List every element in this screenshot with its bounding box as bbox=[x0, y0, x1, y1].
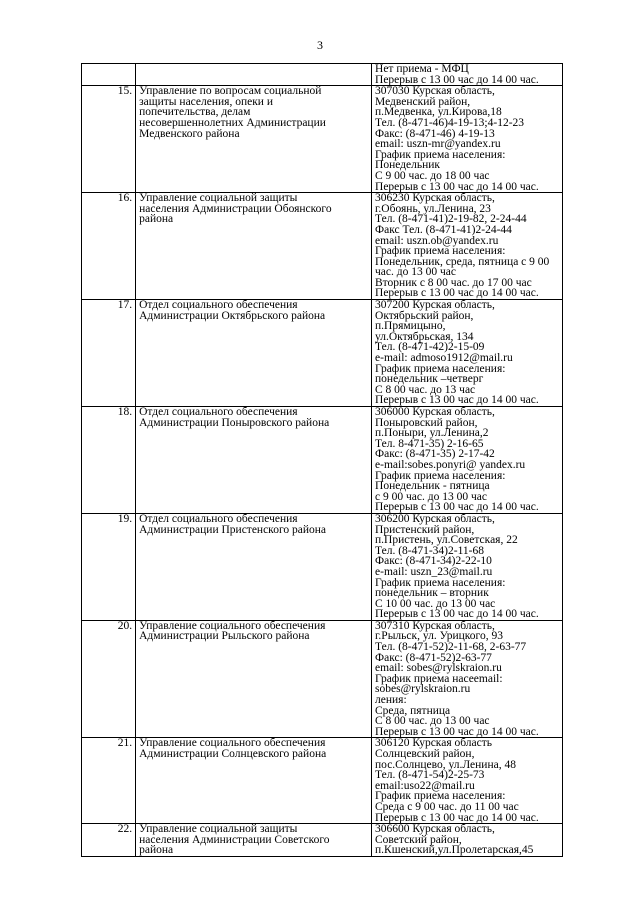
contact-info-line: e-mail:sobes.ponyri@ yandex.ru bbox=[375, 458, 526, 471]
organizations-table bbox=[81, 63, 563, 857]
contact-info-line: Советский район, bbox=[375, 833, 462, 846]
organization-name-line: несовершеннолетних Администрации bbox=[139, 116, 326, 129]
contact-info-line: График приема населения: bbox=[375, 576, 506, 589]
contact-info-line: г.Обоянь, ул.Ленина, 23 bbox=[375, 202, 491, 215]
contact-info-line: Вторник с 8 00 час. до 17 00 час bbox=[375, 276, 532, 289]
contact-info-line: 306600 Курская область, bbox=[375, 823, 495, 836]
contact-info-line: Солнцевский район, bbox=[375, 748, 475, 760]
contact-info-line: Перерыв с 13 00 час до 14 00 час. bbox=[375, 725, 539, 738]
organization-name-line: Управление социального обеспечения bbox=[139, 619, 326, 632]
contact-info-line: Факс: (8-471-34)2-22-10 bbox=[375, 555, 492, 568]
contact-info bbox=[372, 64, 563, 86]
row-number: 18. bbox=[82, 407, 136, 514]
table-row bbox=[82, 86, 563, 193]
contact-info-line: ул.Октябрьская, 134 bbox=[375, 330, 474, 343]
organization-name-line: Медвенского района bbox=[139, 127, 240, 140]
organization-name-line: Администрации Октябрьского района bbox=[139, 309, 326, 322]
contact-info-line: с 9 00 час. до 13 00 час bbox=[375, 490, 487, 503]
organization-name bbox=[136, 620, 372, 738]
organization-name-line: попечительства, делам bbox=[139, 106, 251, 119]
contact-info-line: Факс: (8-471-35) 2-17-42 bbox=[375, 448, 495, 461]
row-number: 22. bbox=[82, 824, 136, 857]
contact-info-line: Факс: (8-471-46) 4-19-13 bbox=[375, 127, 495, 140]
contact-info-line: 306230 Курская область, bbox=[375, 192, 495, 205]
row-number: 21. bbox=[82, 738, 136, 824]
contact-info bbox=[372, 824, 563, 857]
organization-name bbox=[136, 300, 372, 407]
contact-info-line: Тел. (8-471-42)2-15-09 bbox=[375, 341, 485, 354]
row-number: 16. bbox=[82, 193, 136, 300]
contact-info-line: п.Поныри, ул.Ленина,2 bbox=[375, 427, 489, 440]
contact-info-line: Факс Тел. (8-471-41)2-24-44 bbox=[375, 223, 512, 236]
contact-info-line: п.Медвенка, ул.Кирова,18 bbox=[375, 106, 502, 119]
contact-info-line: Тел. (8-471-41)2-19-82, 2-24-44 bbox=[375, 213, 527, 226]
contact-info-line: п.Кшенский,ул.Пролетарская,45 bbox=[375, 844, 534, 857]
contact-info-line: Перерыв с 13 00 час до 14 00 час. bbox=[375, 287, 539, 300]
organization-name-line: района bbox=[139, 213, 174, 226]
table-row bbox=[82, 738, 563, 824]
table-row bbox=[82, 64, 563, 86]
page-number: 3 bbox=[317, 38, 323, 52]
contact-info-line: Перерыв с 13 00 час до 14 00 час. bbox=[375, 394, 539, 407]
organization-name-line: Администрации Рыльского района bbox=[139, 630, 310, 643]
contact-info-line: Перерыв с 13 00 час до 14 00 час. bbox=[375, 608, 539, 621]
organization-name-line: Управление социальной защиты bbox=[139, 823, 298, 836]
contact-info-line: График приема населения: bbox=[375, 362, 506, 375]
contact-info bbox=[372, 738, 563, 824]
contact-info-line: понедельник –четверг bbox=[375, 373, 484, 386]
contact-info-line: Понедельник, среда, пятница с 9 00 bbox=[375, 255, 550, 268]
contact-info-line: Октябрьский район, bbox=[375, 309, 474, 322]
table-row bbox=[82, 300, 563, 407]
contact-info-line: Перерыв с 13 00 час до 14 00 час. bbox=[375, 180, 539, 193]
contact-info-line: Пристенский район, bbox=[375, 523, 475, 536]
contact-info-line: пос.Солнцево, ул.Ленина, 48 bbox=[375, 758, 516, 771]
contact-info-line: час. до 13 00 час bbox=[375, 266, 456, 279]
organization-name-line: Управление по вопросам социальной bbox=[139, 85, 322, 98]
organization-name-line: Администрации Поныровского района bbox=[139, 416, 330, 429]
contact-info-line: 306120 Курская область bbox=[375, 737, 493, 750]
contact-info-line: График приема населения: bbox=[375, 790, 506, 803]
contact-info-line: Поныровский район, bbox=[375, 416, 478, 429]
contact-info-line: С 9 00 час. до 18 00 час bbox=[375, 169, 490, 182]
contact-info-line: 307200 Курская область, bbox=[375, 299, 495, 312]
organization-name-line: района bbox=[139, 844, 174, 857]
contact-info-line: 306200 Курская область, bbox=[375, 512, 495, 525]
contact-info-line: ления: bbox=[375, 694, 407, 707]
table-row bbox=[82, 513, 563, 620]
organization-name bbox=[136, 824, 372, 857]
contact-info-line: Среда с 9 00 час. до 11 00 час bbox=[375, 800, 519, 813]
organization-name-line: Управление социальной защиты bbox=[139, 192, 298, 205]
contact-info-line: Нет приема - МФЦ bbox=[375, 63, 469, 75]
table-body bbox=[82, 64, 563, 857]
contact-info bbox=[372, 513, 563, 620]
contact-info bbox=[372, 620, 563, 738]
row-number bbox=[82, 64, 136, 86]
table-row bbox=[82, 620, 563, 738]
contact-info-line: Тел. 8-471-35) 2-16-65 bbox=[375, 437, 484, 450]
contact-info-line: e-mail: admoso1912@mail.ru bbox=[375, 352, 513, 365]
contact-info-line: 307030 Курская область, bbox=[375, 85, 495, 98]
organization-name bbox=[136, 64, 372, 86]
contact-info bbox=[372, 407, 563, 514]
contact-info-line: e-mail: uszn_23@mail.ru bbox=[375, 565, 493, 578]
organization-name bbox=[136, 738, 372, 824]
organization-name bbox=[136, 86, 372, 193]
contact-info-line: 307310 Курская область, bbox=[375, 619, 495, 632]
contact-info-line: sobes@rylskraion.ru bbox=[375, 683, 471, 696]
organization-name-line: Администрации Пристенского района bbox=[139, 523, 327, 536]
organization-name bbox=[136, 513, 372, 620]
contact-info-line: С 8 00 час. до 13 час bbox=[375, 383, 476, 396]
contact-info-line: Факс: (8-471-52)2-63-77 bbox=[375, 651, 492, 664]
contact-info-line: Тел. (8-471-46)4-19-13;4-12-23 bbox=[375, 116, 525, 129]
contact-info-line: Среда, пятница bbox=[375, 704, 451, 717]
contact-info bbox=[372, 86, 563, 193]
organization-name-line: Управление социального обеспечения bbox=[139, 737, 326, 750]
row-number: 17. bbox=[82, 300, 136, 407]
organization-name-line: защиты населения, опеки и bbox=[139, 95, 273, 108]
organization-name-line: Администрации Солнцевского района bbox=[139, 748, 327, 760]
contact-info-line: С 8 00 час. до 13 00 час bbox=[375, 715, 490, 728]
organization-name bbox=[136, 407, 372, 514]
row-number: 19. bbox=[82, 513, 136, 620]
contact-info-line: С 10 00 час. до 13 00 час bbox=[375, 597, 496, 610]
table-row bbox=[82, 193, 563, 300]
organization-name-line: Отдел социального обеспечения bbox=[139, 299, 298, 312]
contact-info-line: Тел. (8-471-34)2-11-68 bbox=[375, 544, 484, 557]
contact-info-line: email: uszn.ob@yandex.ru bbox=[375, 234, 499, 247]
contact-info-line: г.Рыльск, ул. Урицкого, 93 bbox=[375, 630, 503, 643]
contact-info-line: п.Пристень, ул.Советская, 22 bbox=[375, 534, 518, 547]
contact-info-line: График приема насеemail: bbox=[375, 672, 503, 685]
contact-info-line: График приема населения: bbox=[375, 245, 506, 258]
organization-name-line: населения Администрации Советского bbox=[139, 833, 330, 846]
contact-info-line: 306000 Курская область, bbox=[375, 406, 495, 418]
contact-info-line: Перерыв с 13 00 час до 14 00 час. bbox=[375, 811, 539, 824]
contact-info-line: Перерыв с 13 00 час до 14 00 час. bbox=[375, 73, 539, 86]
organization-name bbox=[136, 193, 372, 300]
contact-info-line: Понедельник bbox=[375, 159, 441, 172]
contact-info-line: Тел. (8-471-54)2-25-73 bbox=[375, 769, 485, 782]
contact-info bbox=[372, 300, 563, 407]
table-row bbox=[82, 407, 563, 514]
contact-info bbox=[372, 193, 563, 300]
contact-info-line: п.Прямицыно, bbox=[375, 320, 446, 333]
organization-name-line: Отдел социального обеспечения bbox=[139, 406, 298, 418]
contact-info-line: Тел. (8-471-52)2-11-68, 2-63-77 bbox=[375, 641, 527, 654]
contact-info-line: email: sobes@rylskraion.ru bbox=[375, 662, 502, 675]
organization-name-line: Отдел социального обеспечения bbox=[139, 512, 298, 525]
contact-info-line: email: uszn-mr@yandex.ru bbox=[375, 138, 501, 151]
row-number: 20. bbox=[82, 620, 136, 738]
contact-info-line: понедельник – вторник bbox=[375, 587, 489, 600]
organization-name-line: населения Администрации Обоянского bbox=[139, 202, 332, 215]
table-row bbox=[82, 824, 563, 857]
contact-info-line: График приема населения: bbox=[375, 148, 506, 161]
contact-info-line: Понедельник - пятница bbox=[375, 480, 490, 493]
contact-info-line: Медвенский район, bbox=[375, 95, 471, 108]
contact-info-line: email:uso22@mail.ru bbox=[375, 779, 475, 792]
contact-info-line: График приема населения: bbox=[375, 469, 506, 482]
row-number: 15. bbox=[82, 86, 136, 193]
contact-info-line: Перерыв с 13 00 час до 14 00 час. bbox=[375, 501, 539, 514]
